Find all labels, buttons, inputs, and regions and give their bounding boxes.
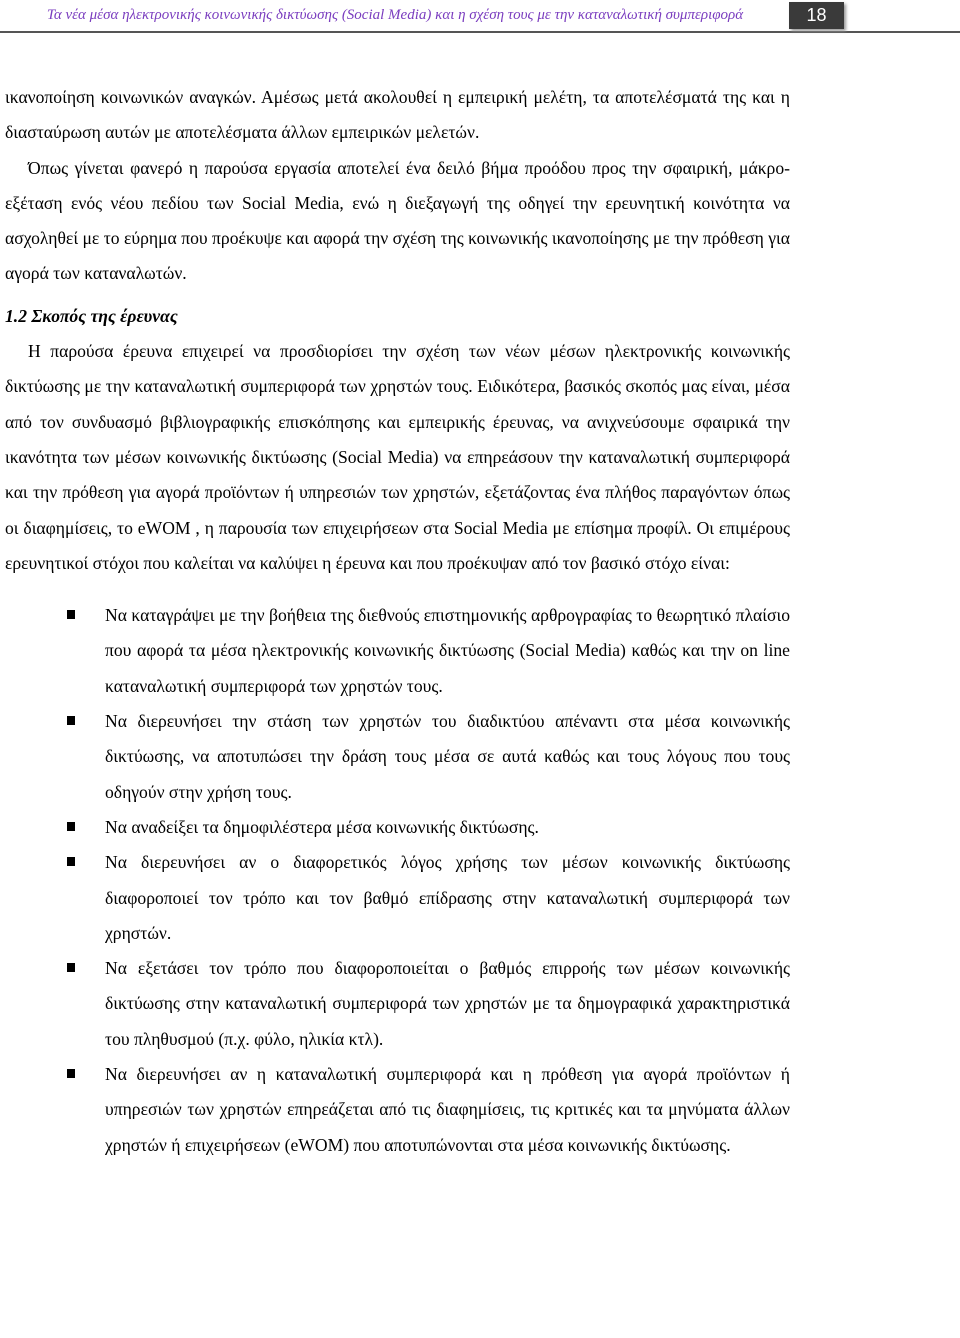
paragraph-intro-end: ικανοποίηση κοινωνικών αναγκών. Αμέσως μετά ακολουθεί η εμπειρική μελέτη, τα αποτελέσματά της και η διασταύρωση αυτών με αποτελέσματα άλλων εμπειρικών μελετών.: [5, 87, 790, 143]
section-number: 1.2: [5, 305, 27, 326]
square-bullet-icon: [67, 963, 75, 972]
section-heading: [5, 299, 790, 334]
header-rule: [0, 31, 960, 33]
running-header-title: Τα νέα μέσα ηλεκτρονικής κοινωνικής δικτύωσης (Social Media) και η σχέση τους με την καταναλωτική συμπεριφορά: [46, 7, 744, 23]
list-item: [5, 598, 790, 704]
list-item: [5, 1057, 790, 1163]
list-item-text: Να αναδείξει τα δημοφιλέστερα μέσα κοινωνικής δικτύωσης.: [105, 816, 539, 837]
page-header: [0, 0, 960, 50]
list-item: [5, 810, 790, 845]
page-number-badge: 18: [789, 2, 844, 29]
list-item-text: Να διερευνήσει αν ο διαφορετικός λόγος χρήσης των μέσων κοινωνικής δικτύωσης διαφοροποιεί τον τρόπο και τον βαθμό επίδρασης στην καταναλωτική συμπεριφορά των χρηστών.: [105, 852, 790, 943]
square-bullet-icon: [67, 1069, 75, 1078]
list-item-text: Να διερευνήσει την στάση των χρηστών του διαδικτύου απέναντι στα μέσα κοινωνικής δικτύωσης, να αποτυπώσει την δράση τους μέσα σε αυτά καθώς και τους λόγους που τους οδηγούν στην χρήση τους.: [105, 711, 790, 802]
paragraph-contribution: Όπως γίνεται φανερό η παρούσα εργασία αποτελεί ένα δειλό βήμα προόδου προς την σφαιρική, μάκρο- εξέταση ενός νέου πεδίου των Social Media, ενώ η διεξαγωγή της οδηγεί την ερευνητική κοινότητα να ασχοληθεί με το εύρημα που προέκυψε και αφορά την σχέση της κοινωνικής ικανοποίησης με την πρόθεση για αγορά των καταναλωτών.: [5, 157, 790, 284]
list-item-text: Να καταγράψει με την βοήθεια της διεθνούς επιστημονικής αρθρογραφίας το θεωρητικό πλαίσιο που αφορά τα μέσα ηλεκτρονικής κοινωνικής δικτύωσης (Social Media) καθώς και την on line καταναλωτική συμπεριφορά των χρηστών τους.: [105, 605, 790, 696]
square-bullet-icon: [67, 610, 75, 619]
square-bullet-icon: [67, 857, 75, 866]
list-item: [5, 951, 790, 1057]
list-item-text: Να εξετάσει τον τρόπο που διαφοροποιείται ο βαθμός επιρροής των μέσων κοινωνικής δικτύωσης στην καταναλωτική συμπεριφορά των χρηστών με τα δημογραφικά χαρακτηριστικά του πληθυσμού (π.χ. φύλο, ηλικία κτλ).: [105, 958, 790, 1049]
objectives-list: [5, 598, 790, 1163]
list-item-text: Να διερευνήσει αν η καταναλωτική συμπεριφορά και η πρόθεση για αγορά προϊόντων ή υπηρεσιών των χρηστών επηρεάζεται από τις διαφημίσεις, τις κριτικές και τα μηνύματα άλλων χρηστών ή επιχειρήσεων (eWOM) που αποτυπώνονται στα μέσα κοινωνικής δικτύωσης.: [105, 1064, 790, 1155]
document-body: [5, 80, 790, 1163]
section-title: Σκοπός της έρευνας: [31, 305, 178, 326]
paragraph-research-purpose: Η παρούσα έρευνα επιχειρεί να προσδιορίσει την σχέση των νέων μέσων ηλεκτρονικής κοινωνικής δικτύωσης με την καταναλωτική συμπεριφορά των χρηστών τους. Ειδικότερα, βασικός σκοπός μας είναι, μέσα από τον συνδυασμό βιβλιογραφικής επισκόπησης και εμπειρικής έρευνας, να ανιχνεύσουμε σφαιρικά την ικανότητα των μέσων κοινωνικής δικτύωσης (Social Media) να επηρεάσουν την καταναλωτική συμπεριφορά και την πρόθεση για αγορά προϊόντων ή υπηρεσιών των χρηστών, εξετάζοντας ένα πλήθος παραγόντων όπως οι διαφημίσεις, το eWOM , η παρουσία των επιχειρήσεων στα Social Media με επίσημα προφίλ. Οι επιμέρους ερευνητικοί στόχοι που καλείται να καλύψει η έρευνα και που προέκυψαν από τον βασικό στόχο είναι:: [5, 341, 790, 573]
list-item: [5, 845, 790, 951]
list-item: [5, 704, 790, 810]
square-bullet-icon: [67, 716, 75, 725]
square-bullet-icon: [67, 822, 75, 831]
